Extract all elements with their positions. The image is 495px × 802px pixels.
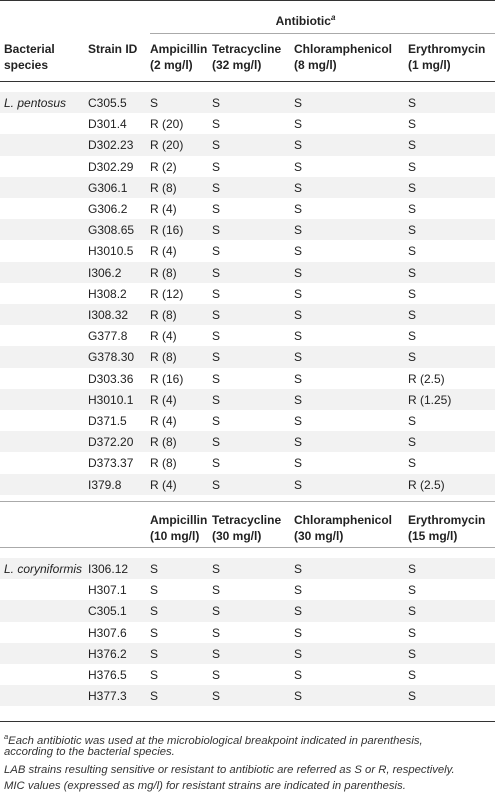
result-cell: S xyxy=(212,668,221,682)
result-cell: S xyxy=(408,689,417,704)
column-header-0-name: Ampicillin xyxy=(150,513,208,527)
column-header-3-name: Erythromycin xyxy=(408,42,486,56)
header-species-line1: Bacterial xyxy=(4,42,55,56)
result-cell: S xyxy=(150,689,159,704)
header-strain-id: Strain ID xyxy=(88,42,138,56)
result-cell: S xyxy=(294,138,303,153)
result-cell: S xyxy=(212,265,221,280)
result-cell: S xyxy=(408,414,417,428)
result-cell: R (2.5) xyxy=(408,477,445,492)
strain-id-cell: C305.1 xyxy=(88,604,127,619)
result-cell: S xyxy=(408,308,417,322)
result-cell: S xyxy=(212,138,221,153)
strain-id-cell: H3010.5 xyxy=(88,244,134,259)
result-cell: S xyxy=(294,604,303,619)
result-cell: S xyxy=(408,583,417,598)
strain-id-cell: I379.8 xyxy=(88,477,122,492)
row-shade xyxy=(0,92,495,113)
result-cell: S xyxy=(212,117,221,132)
strain-id-cell: D302.23 xyxy=(88,138,134,153)
row-shade xyxy=(0,431,495,452)
result-cell: S xyxy=(408,625,417,640)
column-header-2-name: Chloramphenicol xyxy=(294,513,393,527)
result-cell: S xyxy=(294,625,303,640)
result-cell: R (20) xyxy=(150,117,184,132)
result-cell: R (2.5) xyxy=(408,371,445,386)
row-shade xyxy=(0,304,495,325)
result-cell: S xyxy=(294,689,303,704)
result-cell: S xyxy=(150,646,159,661)
result-cell: S xyxy=(212,562,221,576)
strain-id-cell: H307.1 xyxy=(88,583,127,598)
result-cell: S xyxy=(294,435,303,450)
result-cell: S xyxy=(150,668,159,682)
result-cell: S xyxy=(212,308,221,322)
row-shade xyxy=(0,219,495,240)
row-shade xyxy=(0,262,495,283)
result-cell: S xyxy=(212,477,221,492)
result-cell: R (4) xyxy=(150,202,177,216)
footnote-mic: MIC values (expressed as mg/l) for resistant strains are indicated in parenthesis. xyxy=(4,780,406,792)
result-cell: S xyxy=(408,668,417,682)
result-cell: S xyxy=(212,202,221,216)
strain-id-cell: H377.3 xyxy=(88,689,127,704)
strain-id-cell: D373.37 xyxy=(88,456,134,471)
result-cell: S xyxy=(408,329,417,344)
strain-id-cell: C305.5 xyxy=(88,96,127,110)
result-cell: S xyxy=(294,223,303,238)
result-cell: R (8) xyxy=(150,180,177,195)
result-cell: R (8) xyxy=(150,456,177,471)
result-cell: S xyxy=(212,392,221,407)
result-cell: S xyxy=(408,202,417,216)
result-cell: S xyxy=(212,604,221,619)
result-cell: S xyxy=(294,202,303,216)
result-cell: S xyxy=(294,350,303,365)
result-cell: S xyxy=(294,583,303,598)
footnote-sr: LAB strains resulting sensitive or resistant to antibiotic are referred as S or R, respectively. xyxy=(4,764,455,776)
column-header-1-name: Tetracycline xyxy=(212,42,282,56)
result-cell: R (4) xyxy=(150,414,177,428)
result-cell: S xyxy=(150,604,159,619)
result-cell: S xyxy=(212,646,221,661)
table-bottom-rule xyxy=(0,721,495,722)
result-cell: S xyxy=(212,96,221,110)
result-cell: S xyxy=(212,223,221,238)
result-cell: S xyxy=(408,265,417,280)
strain-id-cell: G306.2 xyxy=(88,202,128,216)
result-cell: S xyxy=(294,244,303,259)
result-cell: R (8) xyxy=(150,265,177,280)
result-cell: S xyxy=(408,604,417,619)
column-header-1-breakpoint: (32 mg/l) xyxy=(212,58,262,72)
result-cell: R (8) xyxy=(150,435,177,450)
result-cell: R (8) xyxy=(150,350,177,365)
header-bottom-rule xyxy=(0,81,495,82)
result-cell: S xyxy=(408,223,417,238)
result-cell: S xyxy=(294,329,303,344)
result-cell: R (4) xyxy=(150,244,177,259)
result-cell: S xyxy=(408,96,417,110)
result-cell: S xyxy=(294,456,303,471)
result-cell: S xyxy=(408,180,417,195)
result-cell: S xyxy=(294,668,303,682)
result-cell: S xyxy=(294,96,303,110)
result-cell: S xyxy=(294,180,303,195)
result-cell: S xyxy=(408,244,417,259)
result-cell: S xyxy=(212,286,221,301)
column-header-0-breakpoint: (10 mg/l) xyxy=(150,529,200,543)
result-cell: R (4) xyxy=(150,329,177,344)
strain-id-cell: G308.65 xyxy=(88,223,135,238)
strain-id-cell: D303.36 xyxy=(88,371,134,386)
result-cell: S xyxy=(212,414,221,428)
strain-id-cell: H307.6 xyxy=(88,625,127,640)
species-name: L. coryniformis xyxy=(4,562,83,576)
column-header-0-name: Ampicillin xyxy=(150,42,208,56)
strain-id-cell: H308.2 xyxy=(88,286,127,301)
strain-id-cell: G306.1 xyxy=(88,180,128,195)
header-species-line2: species xyxy=(4,58,49,72)
result-cell: R (1.25) xyxy=(408,392,452,407)
result-cell: S xyxy=(408,646,417,661)
column-header-2-breakpoint: (8 mg/l) xyxy=(294,58,337,72)
result-cell: R (4) xyxy=(150,477,177,492)
result-cell: S xyxy=(408,159,417,174)
strain-id-cell: D301.4 xyxy=(88,117,127,132)
row-shade xyxy=(0,134,495,155)
result-cell: R (16) xyxy=(150,371,184,386)
result-cell: S xyxy=(212,244,221,259)
section2-header-rule xyxy=(0,547,495,548)
column-header-3-breakpoint: (1 mg/l) xyxy=(408,58,451,72)
row-shade xyxy=(0,643,495,664)
result-cell: R (20) xyxy=(150,138,184,153)
result-cell: S xyxy=(294,414,303,428)
result-cell: R (12) xyxy=(150,286,184,301)
strain-id-cell: H376.2 xyxy=(88,646,127,661)
result-cell: S xyxy=(150,625,159,640)
result-cell: S xyxy=(294,392,303,407)
result-cell: S xyxy=(212,329,221,344)
row-shade xyxy=(0,346,495,367)
result-cell: S xyxy=(408,138,417,153)
result-cell: S xyxy=(150,583,159,598)
result-cell: S xyxy=(212,159,221,174)
result-cell: S xyxy=(212,689,221,704)
result-cell: S xyxy=(294,562,303,576)
result-cell: S xyxy=(150,562,159,576)
result-cell: S xyxy=(212,435,221,450)
result-cell: S xyxy=(408,435,417,450)
species-name: L. pentosus xyxy=(4,96,67,110)
row-shade xyxy=(0,600,495,621)
result-cell: S xyxy=(408,562,417,576)
result-cell: S xyxy=(150,96,159,110)
result-cell: S xyxy=(294,646,303,661)
strain-id-cell: I308.32 xyxy=(88,308,129,322)
result-cell: S xyxy=(294,286,303,301)
section-divider-rule xyxy=(0,501,495,502)
result-cell: S xyxy=(294,265,303,280)
strain-id-cell: G377.8 xyxy=(88,329,128,344)
column-header-2-name: Chloramphenicol xyxy=(294,42,393,56)
strain-id-cell: I306.2 xyxy=(88,265,122,280)
strain-id-cell: D371.5 xyxy=(88,414,127,428)
footnote-a-cont: according to the bacterial species. xyxy=(4,746,175,758)
result-cell: S xyxy=(212,371,221,386)
column-header-0-breakpoint: (2 mg/l) xyxy=(150,58,193,72)
antibiotic-group-rule xyxy=(150,33,495,34)
result-cell: S xyxy=(294,159,303,174)
result-cell: S xyxy=(294,117,303,132)
result-cell: S xyxy=(212,180,221,195)
column-header-1-breakpoint: (30 mg/l) xyxy=(212,529,262,543)
strain-id-cell: D302.29 xyxy=(88,159,134,174)
column-header-2-breakpoint: (30 mg/l) xyxy=(294,529,344,543)
result-cell: R (2) xyxy=(150,159,177,174)
result-cell: S xyxy=(408,456,417,471)
result-cell: S xyxy=(212,583,221,598)
result-cell: S xyxy=(408,117,417,132)
result-cell: S xyxy=(408,286,417,301)
column-header-3-name: Erythromycin xyxy=(408,513,486,527)
footnote-a: $^a$Each antibiotic was used at the microbiological breakpoint indicated in parenthesis, xyxy=(4,732,423,747)
result-cell: S xyxy=(294,477,303,492)
result-cell: S xyxy=(212,350,221,365)
row-shade xyxy=(0,177,495,198)
result-cell: S xyxy=(212,625,221,640)
strain-id-cell: I306.12 xyxy=(88,562,129,576)
result-cell: S xyxy=(212,456,221,471)
top-rule xyxy=(0,0,495,1)
result-cell: S xyxy=(294,308,303,322)
column-header-1-name: Tetracycline xyxy=(212,513,282,527)
strain-id-cell: D372.20 xyxy=(88,435,134,450)
result-cell: S xyxy=(408,350,417,365)
strain-id-cell: G378.30 xyxy=(88,350,135,365)
result-cell: R (8) xyxy=(150,308,177,322)
antibiotic-group-header: Antibiotic$^a$ xyxy=(275,13,336,28)
strain-id-cell: H3010.1 xyxy=(88,392,134,407)
row-shade xyxy=(0,685,495,706)
result-cell: R (4) xyxy=(150,392,177,407)
result-cell: S xyxy=(294,371,303,386)
strain-id-cell: H376.5 xyxy=(88,668,127,682)
column-header-3-breakpoint: (15 mg/l) xyxy=(408,529,458,543)
result-cell: R (16) xyxy=(150,223,184,238)
